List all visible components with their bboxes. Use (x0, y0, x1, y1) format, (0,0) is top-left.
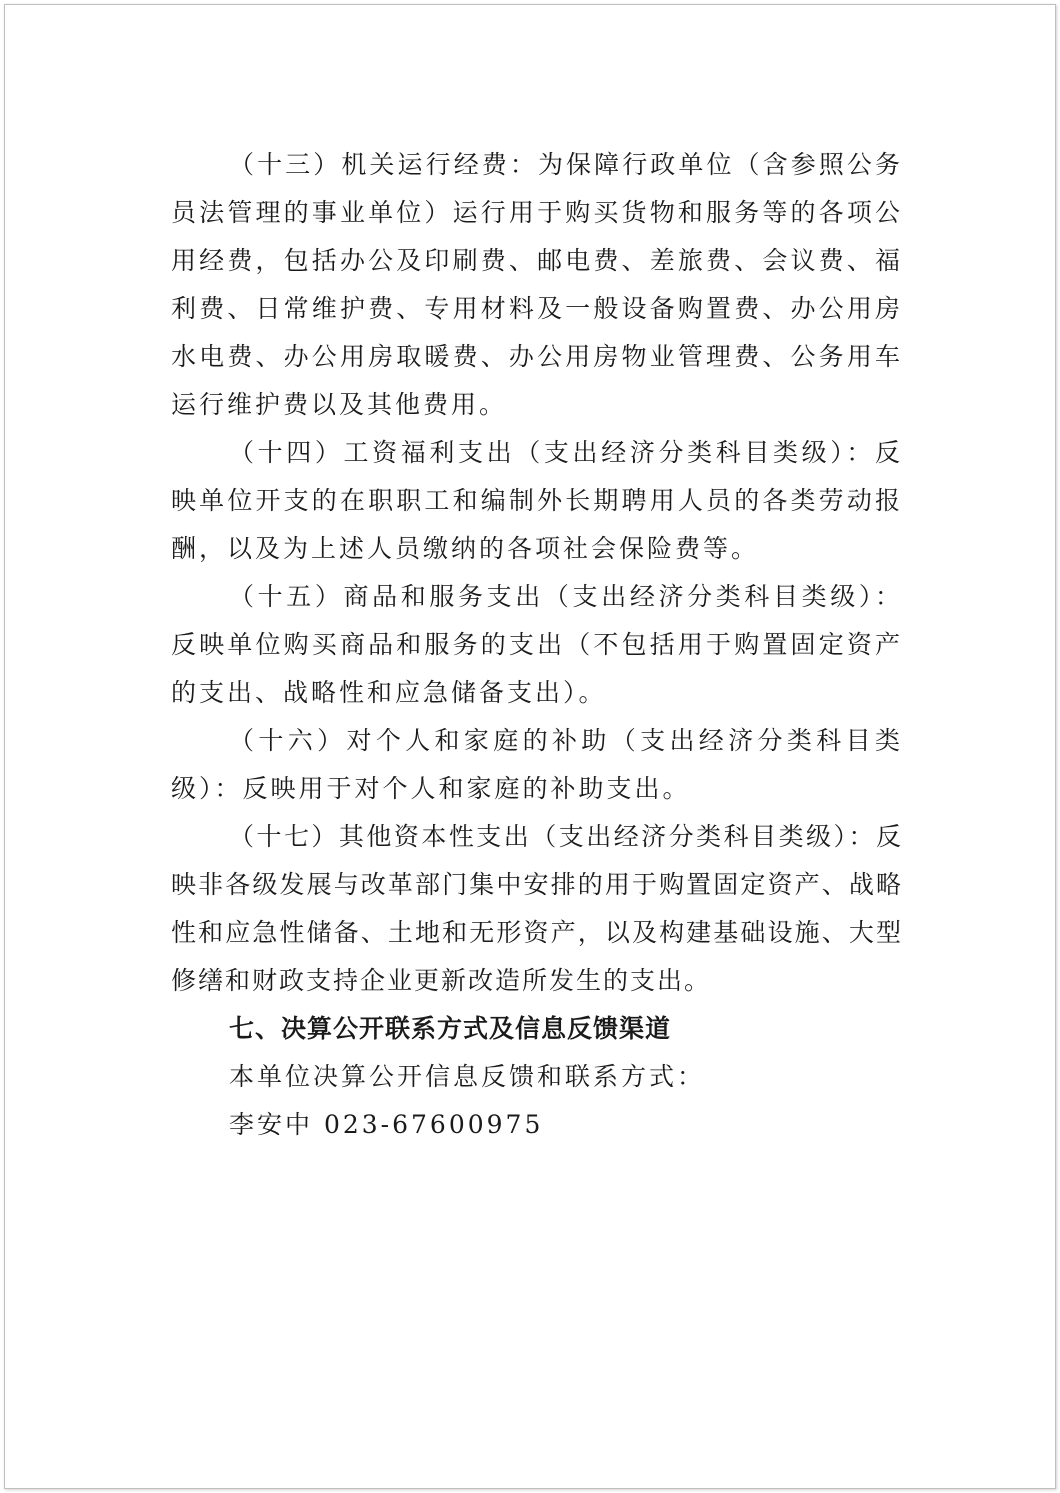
paragraph-item-17: （十七）其他资本性支出（支出经济分类科目类级）：反映非各级发展与改革部门集中安排的用于购置固定资产、战略性和应急性储备、土地和无形资产，以及构建基础设施、大型修缮和财政支持企业更新改造所发生的支出。 (171, 822, 903, 995)
contact-intro: 本单位决算公开信息反馈和联系方式： (229, 1062, 706, 1091)
paragraph-item-13: （十三）机关运行经费：为保障行政单位（含参照公务员法管理的事业单位）运行用于购买货物和服务等的各项公用经费，包括办公及印刷费、邮电费、差旅费、会议费、福利费、日常维护费、专用材料及一般设备购置费、办公用房水电费、办公用房取暖费、办公用房物业管理费、公务用车运行维护费以及其他费用。 (171, 150, 903, 419)
document-page (4, 4, 1056, 1489)
paragraph-item-15: （十五）商品和服务支出（支出经济分类科目类级）：反映单位购买商品和服务的支出（不包括用于购置固定资产的支出、战略性和应急储备支出）。 (171, 582, 903, 707)
document-body (171, 141, 903, 1149)
paragraph-item-16: （十六）对个人和家庭的补助（支出经济分类科目类级）：反映用于对个人和家庭的补助支出。 (171, 726, 903, 803)
paragraph-item-14: （十四）工资福利支出（支出经济分类科目类级）：反映单位开支的在职职工和编制外长期聘用人员的各类劳动报酬，以及为上述人员缴纳的各项社会保险费等。 (171, 438, 903, 563)
contact-line: 李安中 023-67600975 (229, 1110, 544, 1139)
section-heading: 七、决算公开联系方式及信息反馈渠道 (229, 1014, 672, 1043)
